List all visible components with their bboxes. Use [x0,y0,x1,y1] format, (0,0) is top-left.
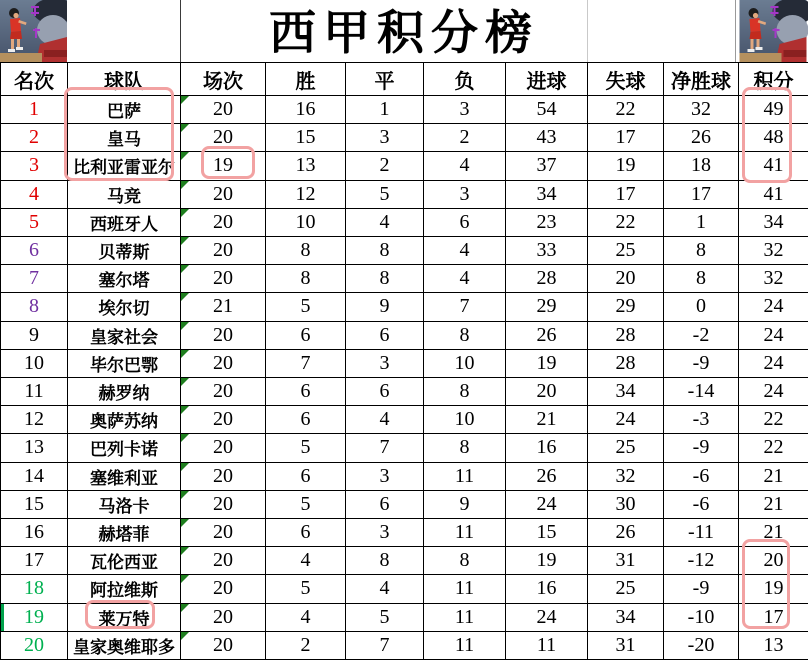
cell-points[interactable]: 20 [739,547,808,575]
cell-rank[interactable]: 4 [1,181,68,209]
cell-draw[interactable]: 3 [346,350,424,378]
cell-goals-against[interactable]: 22 [588,96,664,124]
cell-goals-for[interactable]: 43 [506,124,588,152]
cell-played[interactable]: 20 [181,491,266,519]
cell-goal-diff[interactable]: 17 [664,181,739,209]
cell-team[interactable]: 西班牙人 [68,209,181,237]
cell-draw[interactable]: 7 [346,434,424,462]
cell-win[interactable]: 6 [266,406,346,434]
header-rank[interactable]: 名次 [1,63,68,96]
cell-points[interactable]: 32 [739,237,808,265]
cell-played[interactable]: 20 [181,181,266,209]
cell-played[interactable]: 20 [181,463,266,491]
cell-goals-for[interactable]: 28 [506,265,588,293]
cell-goal-diff[interactable]: 18 [664,152,739,180]
cell-draw[interactable]: 6 [346,491,424,519]
cell-loss[interactable]: 2 [424,124,506,152]
header-win[interactable]: 胜 [266,63,346,96]
cell-goal-diff[interactable]: -2 [664,322,739,350]
cell-error-triangle-icon [181,491,189,499]
cell-win[interactable]: 8 [266,237,346,265]
cell-team[interactable]: 马竞 [68,181,181,209]
cell-points[interactable]: 22 [739,434,808,462]
cell-rank[interactable]: 3 [1,152,68,180]
cell-rank[interactable]: 18 [1,575,68,603]
cell-error-triangle-icon [181,96,189,104]
cell-played[interactable]: 20 [181,237,266,265]
cell-win[interactable]: 16 [266,96,346,124]
cell-goal-diff[interactable]: 32 [664,96,739,124]
cell-goal-diff[interactable]: -9 [664,575,739,603]
cell-win[interactable]: 5 [266,293,346,321]
cell-draw[interactable]: 4 [346,209,424,237]
cell-goal-diff[interactable]: 8 [664,265,739,293]
title-gridline-left [180,0,181,62]
cell-goal-diff[interactable]: -9 [664,434,739,462]
cell-goals-for[interactable]: 11 [506,632,588,660]
cell-points[interactable]: 41 [739,181,808,209]
cell-error-triangle-icon [181,265,189,273]
cell-goal-diff[interactable]: -10 [664,604,739,632]
cell-draw[interactable]: 5 [346,181,424,209]
cell-points[interactable]: 21 [739,519,808,547]
cell-goals-for[interactable]: 24 [506,491,588,519]
cell-team[interactable]: 莱万特 [68,604,181,632]
cell-goals-for[interactable]: 19 [506,350,588,378]
cell-goals-against[interactable]: 19 [588,152,664,180]
cell-goals-against[interactable]: 25 [588,434,664,462]
cell-error-triangle-icon [181,181,189,189]
cell-team[interactable]: 赫塔菲 [68,519,181,547]
cell-goals-against[interactable]: 28 [588,322,664,350]
cell-rank[interactable]: 17 [1,547,68,575]
cell-loss[interactable]: 11 [424,604,506,632]
cell-rank[interactable]: 5 [1,209,68,237]
page-title: 西甲积分榜 [269,8,539,60]
cell-rank[interactable]: 16 [1,519,68,547]
cell-rank[interactable]: 8 [1,293,68,321]
cell-points[interactable]: 24 [739,322,808,350]
cell-error-triangle-icon [181,209,189,217]
cell-draw[interactable]: 4 [346,575,424,603]
cell-goals-for[interactable]: 15 [506,519,588,547]
cell-team[interactable]: 毕尔巴鄂 [68,350,181,378]
cell-draw[interactable]: 7 [346,632,424,660]
cell-loss[interactable]: 11 [424,632,506,660]
cell-goals-for[interactable]: 16 [506,434,588,462]
cell-win[interactable]: 5 [266,434,346,462]
cell-draw[interactable]: 8 [346,237,424,265]
cell-loss[interactable]: 8 [424,434,506,462]
cell-error-triangle-icon [181,519,189,527]
cell-loss[interactable]: 8 [424,322,506,350]
cell-points[interactable]: 34 [739,209,808,237]
cell-error-triangle-icon [181,463,189,471]
cell-goal-diff[interactable]: -9 [664,350,739,378]
cell-win[interactable]: 5 [266,575,346,603]
cell-points[interactable]: 41 [739,152,808,180]
cell-rank[interactable]: 2 [1,124,68,152]
cell-win[interactable]: 4 [266,547,346,575]
cell-rank[interactable]: 15 [1,491,68,519]
cell-loss[interactable]: 4 [424,237,506,265]
cell-points[interactable]: 24 [739,350,808,378]
cell-goals-for[interactable]: 19 [506,547,588,575]
cell-goals-against[interactable]: 30 [588,491,664,519]
cell-goals-for[interactable]: 26 [506,322,588,350]
cell-team[interactable]: 瓦伦西亚 [68,547,181,575]
cell-played[interactable]: 20 [181,96,266,124]
cell-goal-diff[interactable]: -6 [664,463,739,491]
title-gridline-mid [587,0,588,62]
cell-error-triangle-icon [181,293,189,301]
cell-loss[interactable]: 4 [424,152,506,180]
cell-goals-for[interactable]: 16 [506,575,588,603]
cell-goal-diff[interactable]: -3 [664,406,739,434]
cell-loss[interactable]: 4 [424,265,506,293]
basketball-artwork-right [738,0,808,62]
cell-played[interactable]: 20 [181,632,266,660]
cell-win[interactable]: 13 [266,152,346,180]
cell-rank[interactable]: 10 [1,350,68,378]
cell-played[interactable]: 20 [181,124,266,152]
cell-played[interactable]: 19 [181,152,266,180]
cell-rank[interactable]: 9 [1,322,68,350]
cell-draw[interactable]: 5 [346,604,424,632]
cell-rank[interactable]: 14 [1,463,68,491]
cell-draw[interactable]: 8 [346,265,424,293]
cell-draw[interactable]: 6 [346,322,424,350]
cell-draw[interactable]: 3 [346,124,424,152]
cell-goals-against[interactable]: 29 [588,293,664,321]
cell-played[interactable]: 20 [181,406,266,434]
cell-error-triangle-icon [181,547,189,555]
cell-draw[interactable]: 3 [346,463,424,491]
title-band [0,0,808,62]
cell-goals-for[interactable]: 24 [506,604,588,632]
cell-played[interactable]: 20 [181,350,266,378]
cell-loss[interactable]: 8 [424,378,506,406]
cell-played[interactable]: 20 [181,209,266,237]
cell-played[interactable]: 20 [181,434,266,462]
cell-rank[interactable]: 13 [1,434,68,462]
cell-goals-for[interactable]: 54 [506,96,588,124]
cell-goals-for[interactable]: 37 [506,152,588,180]
cell-draw[interactable]: 9 [346,293,424,321]
cell-loss[interactable]: 7 [424,293,506,321]
cell-win[interactable]: 15 [266,124,346,152]
cell-draw[interactable]: 3 [346,519,424,547]
cell-goals-against[interactable]: 31 [588,632,664,660]
cell-goal-diff[interactable]: -12 [664,547,739,575]
cell-error-triangle-icon [181,632,189,640]
cell-goal-diff[interactable]: -14 [664,378,739,406]
cell-loss[interactable]: 11 [424,575,506,603]
cell-points[interactable]: 13 [739,632,808,660]
cell-points[interactable]: 48 [739,124,808,152]
cell-points[interactable]: 19 [739,575,808,603]
cell-goal-diff[interactable]: -6 [664,491,739,519]
cell-team[interactable]: 埃尔切 [68,293,181,321]
cell-loss[interactable]: 10 [424,350,506,378]
cell-win[interactable]: 6 [266,322,346,350]
cell-error-triangle-icon [181,604,189,612]
cell-win[interactable]: 6 [266,378,346,406]
cell-played[interactable]: 20 [181,265,266,293]
cell-win[interactable]: 5 [266,491,346,519]
cell-error-triangle-icon [181,434,189,442]
cell-team[interactable]: 皇家奥维耶多 [68,632,181,660]
cell-error-triangle-icon [181,237,189,245]
cell-played[interactable]: 20 [181,547,266,575]
cell-played[interactable]: 20 [181,378,266,406]
cell-draw[interactable]: 6 [346,378,424,406]
cell-goals-for[interactable]: 29 [506,293,588,321]
cell-error-triangle-icon [181,378,189,386]
cell-team[interactable]: 巴列卡诺 [68,434,181,462]
cell-win[interactable]: 6 [266,463,346,491]
standings-table [0,62,808,660]
cell-loss[interactable]: 8 [424,547,506,575]
cell-goals-against[interactable]: 28 [588,350,664,378]
cell-loss[interactable]: 3 [424,181,506,209]
cell-draw[interactable]: 4 [346,406,424,434]
cell-rank[interactable]: 7 [1,265,68,293]
cell-error-triangle-icon [181,322,189,330]
cell-win[interactable]: 12 [266,181,346,209]
cell-played[interactable]: 21 [181,293,266,321]
cell-loss[interactable]: 3 [424,96,506,124]
cell-loss[interactable]: 10 [424,406,506,434]
cell-rank[interactable]: 12 [1,406,68,434]
cell-goals-against[interactable]: 34 [588,378,664,406]
cell-goal-diff[interactable]: 26 [664,124,739,152]
cell-loss[interactable]: 6 [424,209,506,237]
cell-goals-against[interactable]: 31 [588,547,664,575]
cell-loss[interactable]: 9 [424,491,506,519]
cell-goals-against[interactable]: 25 [588,575,664,603]
cell-goals-against[interactable]: 26 [588,519,664,547]
cell-team[interactable]: 塞尔塔 [68,265,181,293]
cell-loss[interactable]: 11 [424,463,506,491]
header-pts[interactable]: 积分 [739,63,808,96]
header-gd[interactable]: 净胜球 [664,63,739,96]
header-team[interactable]: 球队 [68,63,181,96]
cell-goals-for[interactable]: 26 [506,463,588,491]
cell-goals-against[interactable]: 22 [588,209,664,237]
cell-team[interactable]: 皇马 [68,124,181,152]
cell-goals-for[interactable]: 21 [506,406,588,434]
cell-win[interactable]: 6 [266,519,346,547]
cell-team[interactable]: 奥萨苏纳 [68,406,181,434]
cell-goals-against[interactable]: 32 [588,463,664,491]
cell-points[interactable]: 24 [739,293,808,321]
cell-win[interactable]: 2 [266,632,346,660]
header-loss[interactable]: 负 [424,63,506,96]
cell-rank[interactable]: 20 [1,632,68,660]
cell-team[interactable]: 比利亚雷亚尔 [68,152,181,180]
cell-goals-against[interactable]: 17 [588,181,664,209]
cell-error-triangle-icon [181,575,189,583]
cell-points[interactable]: 21 [739,491,808,519]
cell-played[interactable]: 20 [181,519,266,547]
cell-error-triangle-icon [181,152,189,160]
cell-points[interactable]: 49 [739,96,808,124]
cell-draw[interactable]: 2 [346,152,424,180]
cell-error-triangle-icon [181,350,189,358]
cell-played[interactable]: 20 [181,322,266,350]
cell-error-triangle-icon [181,124,189,132]
header-gf[interactable]: 进球 [506,63,588,96]
cell-goals-against[interactable]: 24 [588,406,664,434]
cell-goals-against[interactable]: 20 [588,265,664,293]
title-gridline-right [735,0,736,62]
cell-goals-against[interactable]: 25 [588,237,664,265]
cell-draw[interactable]: 1 [346,96,424,124]
header-ga[interactable]: 失球 [588,63,664,96]
cell-goal-diff[interactable]: -20 [664,632,739,660]
header-draw[interactable]: 平 [346,63,424,96]
cell-draw[interactable]: 8 [346,547,424,575]
cell-goals-against[interactable]: 34 [588,604,664,632]
cell-goal-diff[interactable]: 1 [664,209,739,237]
cell-goals-against[interactable]: 17 [588,124,664,152]
cell-points[interactable]: 32 [739,265,808,293]
cell-rank[interactable]: 1 [1,96,68,124]
cell-goals-for[interactable]: 20 [506,378,588,406]
cell-points[interactable]: 22 [739,406,808,434]
cell-rank[interactable]: 11 [1,378,68,406]
cell-error-triangle-icon [181,406,189,414]
cell-win[interactable]: 7 [266,350,346,378]
cell-goals-for[interactable]: 34 [506,181,588,209]
cell-team[interactable]: 塞维利亚 [68,463,181,491]
cell-rank[interactable]: 6 [1,237,68,265]
cell-played[interactable]: 20 [181,604,266,632]
cell-points[interactable]: 21 [739,463,808,491]
cell-team[interactable]: 贝蒂斯 [68,237,181,265]
cell-goals-for[interactable]: 33 [506,237,588,265]
cell-team[interactable]: 马洛卡 [68,491,181,519]
header-played[interactable]: 场次 [181,63,266,96]
cell-loss[interactable]: 11 [424,519,506,547]
cell-points[interactable]: 24 [739,378,808,406]
cell-rank[interactable]: 19 [1,604,68,632]
cell-win[interactable]: 8 [266,265,346,293]
cell-goals-for[interactable]: 23 [506,209,588,237]
cell-team[interactable]: 赫罗纳 [68,378,181,406]
cell-win[interactable]: 10 [266,209,346,237]
cell-team[interactable]: 巴萨 [68,96,181,124]
cell-goal-diff[interactable]: -11 [664,519,739,547]
cell-team[interactable]: 阿拉维斯 [68,575,181,603]
cell-team[interactable]: 皇家社会 [68,322,181,350]
cell-played[interactable]: 20 [181,575,266,603]
cell-points[interactable]: 17 [739,604,808,632]
cell-goal-diff[interactable]: 0 [664,293,739,321]
cell-goal-diff[interactable]: 8 [664,237,739,265]
cell-win[interactable]: 4 [266,604,346,632]
